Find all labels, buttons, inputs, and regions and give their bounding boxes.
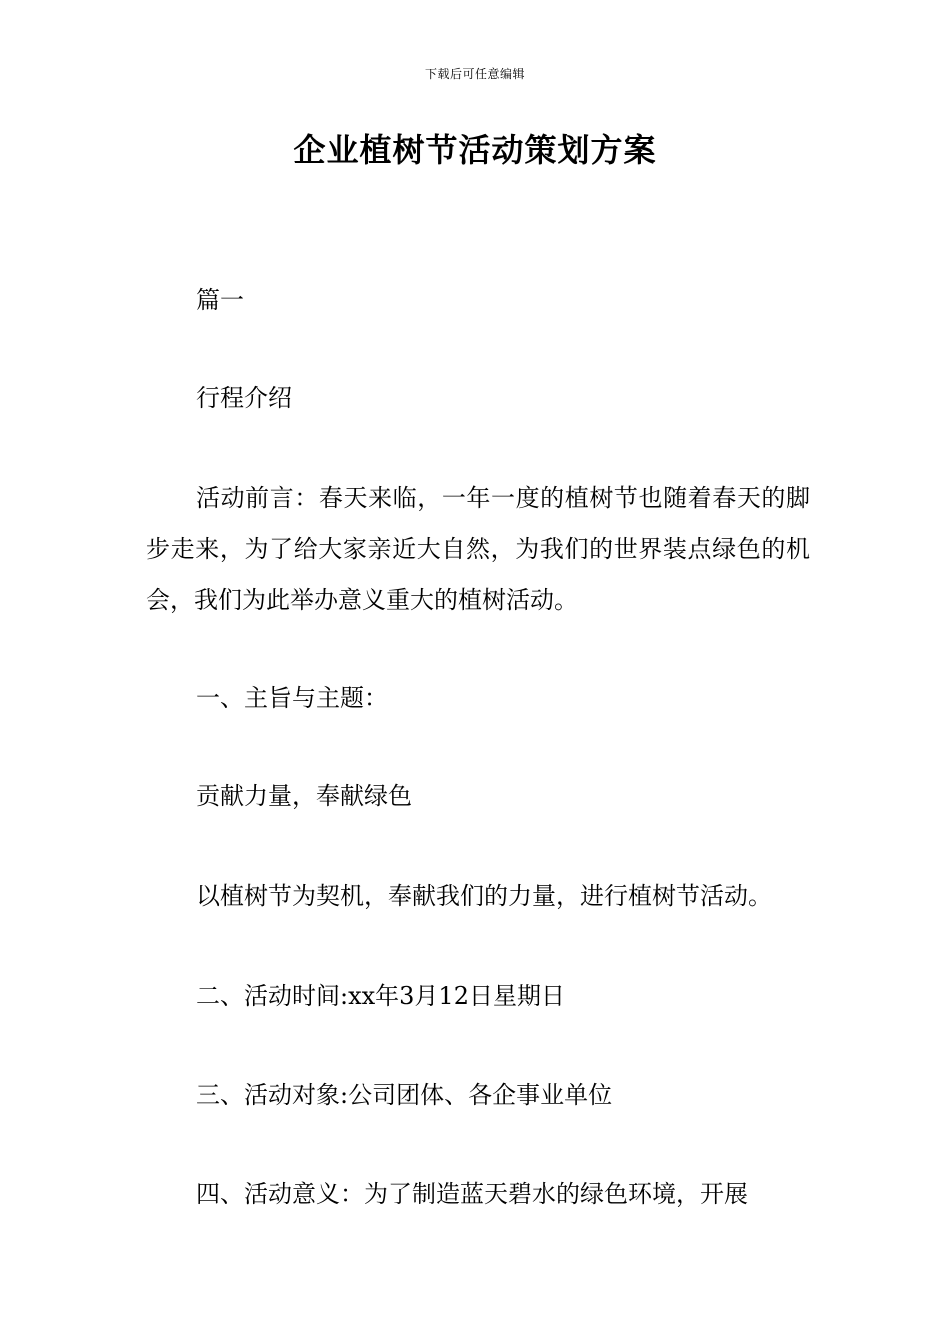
heading-significance: 四、活动意义：为了制造蓝天碧水的绿色环境，开展 xyxy=(196,1180,748,1208)
subtitle: 行程介绍 xyxy=(196,384,292,412)
heading-theme: 一、主旨与主题： xyxy=(196,684,388,712)
theme-text: 贡献力量，奉献绿色 xyxy=(196,782,412,810)
header-note: 下载后可任意编辑 xyxy=(424,67,525,81)
preface-paragraph: 活动前言：春天来临，一年一度的植树节也随着春天的脚步走来，为了给大家亲近大自然，为我们的世界装点绿色的机会，我们为此举办意义重大的植树活动。 xyxy=(146,484,810,614)
document-title: 企业植树节活动策划方案 xyxy=(293,131,657,169)
heading-audience: 三、活动对象:公司团体、各企事业单位 xyxy=(196,1081,613,1109)
heading-time: 二、活动时间:xx年3月12日星期日 xyxy=(196,982,565,1010)
section-label: 篇一 xyxy=(196,286,244,314)
theme-description: 以植树节为契机，奉献我们的力量，进行植树节活动。 xyxy=(196,882,772,910)
